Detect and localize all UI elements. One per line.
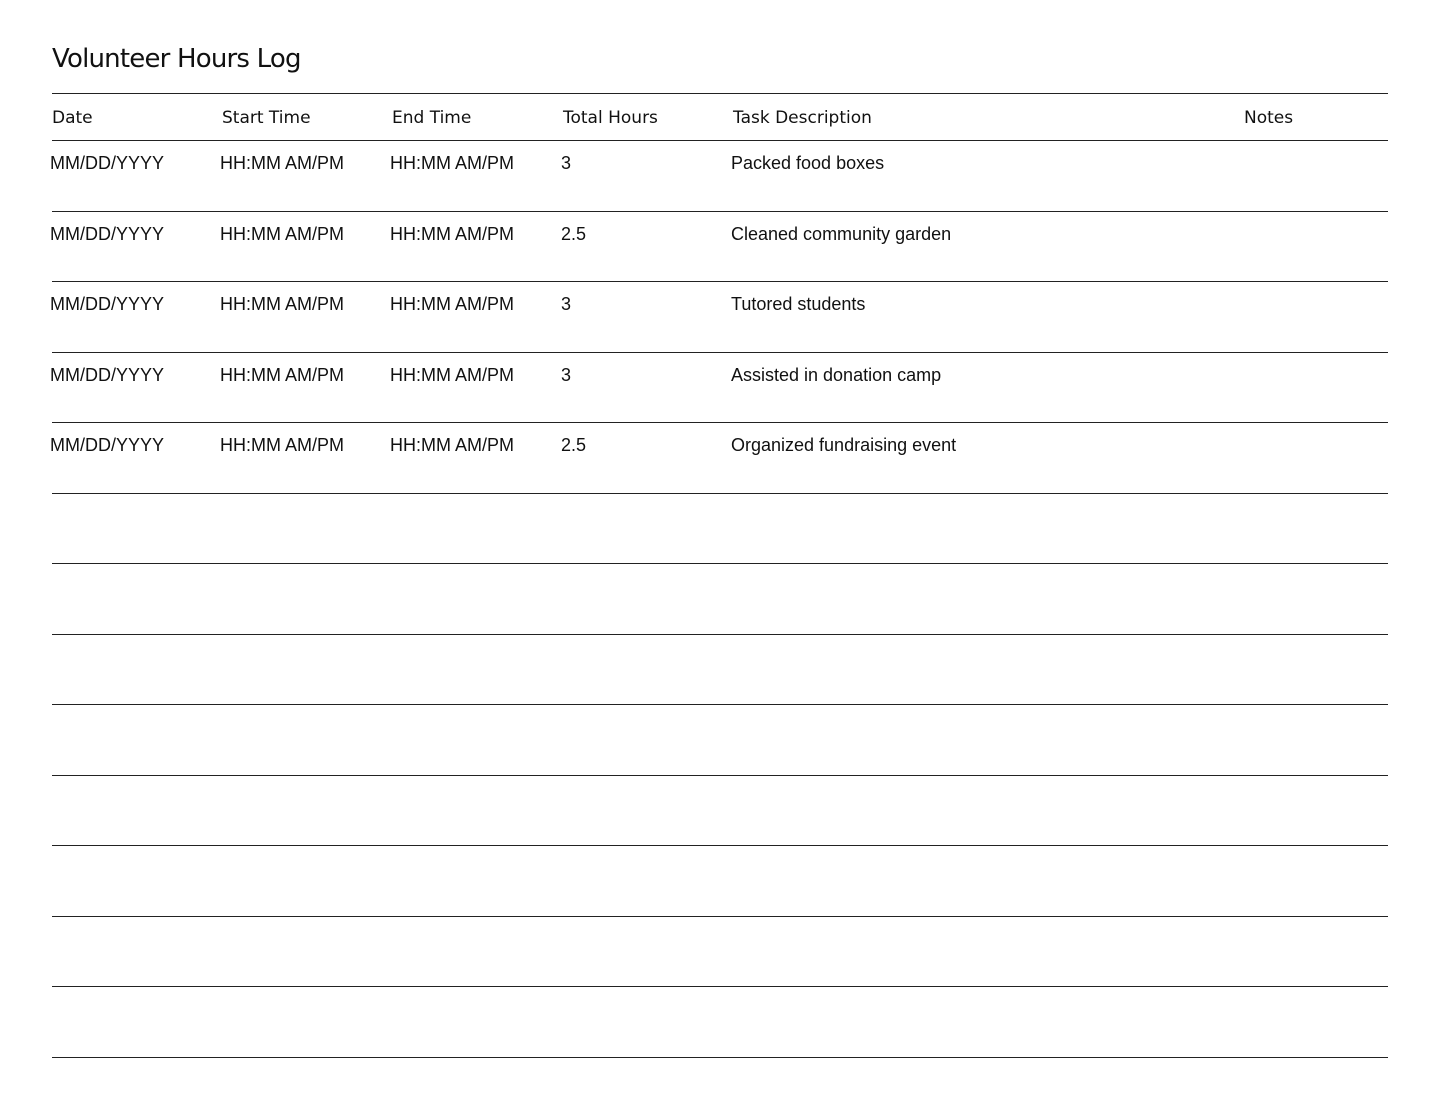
- hours-table: [52, 93, 1388, 1058]
- table-row: [52, 141, 1388, 212]
- cell-date: MM/DD/YYYY: [50, 223, 165, 244]
- cell-total-hours: 3: [561, 294, 572, 314]
- table-row: [52, 494, 1388, 565]
- header-date: Date: [52, 108, 93, 128]
- cell-task-description: Assisted in donation camp: [731, 364, 942, 385]
- table-row: [52, 564, 1388, 635]
- cell-start-time: HH:MM AM/PM: [220, 294, 344, 314]
- cell-total-hours: 3: [561, 153, 572, 173]
- cell-end-time: HH:MM AM/PM: [390, 153, 514, 173]
- cell-task-description: Tutored students: [731, 294, 866, 314]
- table-row: [52, 423, 1388, 494]
- cell-end-time: HH:MM AM/PM: [390, 223, 514, 244]
- cell-date: MM/DD/YYYY: [50, 364, 165, 385]
- cell-start-time: HH:MM AM/PM: [220, 153, 344, 173]
- table-row: [52, 282, 1388, 353]
- cell-end-time: HH:MM AM/PM: [390, 364, 514, 385]
- cell-start-time: HH:MM AM/PM: [220, 223, 344, 244]
- table-body: [52, 141, 1388, 1058]
- table-row: [52, 212, 1388, 283]
- cell-end-time: HH:MM AM/PM: [390, 294, 514, 314]
- table-row: [52, 635, 1388, 706]
- cell-start-time: HH:MM AM/PM: [220, 435, 344, 455]
- table-row: [52, 917, 1388, 988]
- header-end-time: End Time: [392, 108, 472, 128]
- cell-start-time: HH:MM AM/PM: [220, 364, 344, 385]
- table-row: [52, 987, 1388, 1058]
- table-row: [52, 353, 1388, 424]
- cell-total-hours: 2.5: [561, 223, 587, 244]
- table-row: [52, 776, 1388, 847]
- table-row: [52, 705, 1388, 776]
- cell-end-time: HH:MM AM/PM: [390, 435, 514, 455]
- table-header: [52, 93, 1388, 141]
- cell-date: MM/DD/YYYY: [50, 294, 165, 314]
- header-start-time: Start Time: [222, 108, 311, 128]
- cell-task-description: Organized fundraising event: [731, 435, 957, 455]
- header-notes: Notes: [1244, 108, 1294, 128]
- cell-total-hours: 3: [561, 364, 572, 385]
- table-row: [52, 846, 1388, 917]
- page-title: Volunteer Hours Log: [52, 44, 301, 74]
- cell-task-description: Packed food boxes: [731, 153, 885, 173]
- cell-total-hours: 2.5: [561, 435, 587, 455]
- cell-date: MM/DD/YYYY: [50, 153, 165, 173]
- cell-task-description: Cleaned community garden: [731, 223, 952, 244]
- cell-date: MM/DD/YYYY: [50, 435, 165, 455]
- header-task-description: Task Description: [733, 108, 872, 128]
- header-total-hours: Total Hours: [563, 108, 658, 128]
